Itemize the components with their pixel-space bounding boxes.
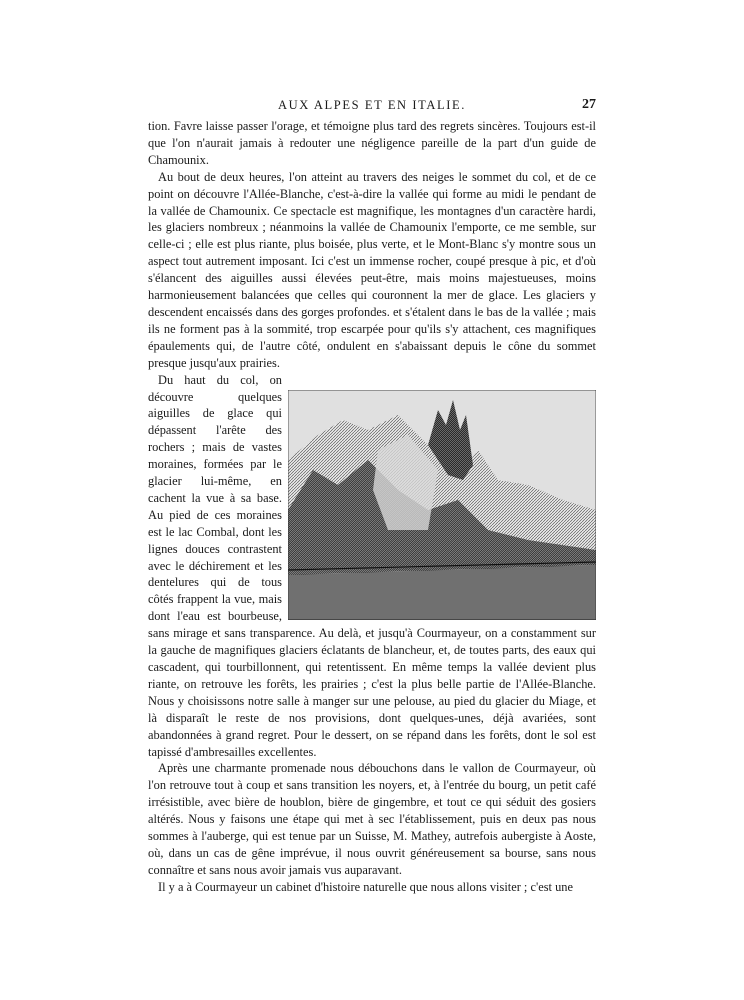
paragraph-3: Du haut du col, on découvre quelques aiguilles de glace qui dépassent l'arête des rochers ; mais de vastes moraines, formées par le glacier lui-même, en cachent la vue à sa base. Au pied de ces moraines est le lac Combal, dont les lignes douces contrastent avec le déchirement et les dentelures qui de tous côtés frappent la vue, mais dont l'eau est bourbeuse, sans mirage et sans transparence. Au delà, et jusqu'à Courmayeur, on a constamment sur la gauche de magnifiques glaciers éclatants de blancheur, et, de toutes parts, des eaux qui cascadent, qui tourbillonnent, qui retentissent. En même temps la vallée devient plus riante, on retrouve les forêts, les prairies ; c'est la plus belle partie de l'Allée-Blanche. Nous y choisissons notre salle à manger sur une pelouse, au pied du glacier du Miage, et là disparaît le reste de nos provisions, dont quelques-unes, déjà avariées, sont abandonnées à grand regret. Pour le dessert, on se répand dans les forêts, dont le sol est tapissé d'ambresailles excellentes. (148, 372, 596, 759)
body-text (148, 118, 596, 896)
paragraph-3-intro (148, 372, 596, 761)
engraving-illustration (288, 390, 596, 620)
figure-engraving (288, 390, 596, 620)
paragraph-5: Il y a à Courmayeur un cabinet d'histoire naturelle que nous allons visiter ; c'est une (158, 879, 573, 894)
book-page (148, 98, 596, 896)
page-header (148, 98, 596, 118)
paragraph-4: Après une charmante promenade nous débouchons dans le vallon de Courmayeur, où l'on retrouve tout à coup et sans transition les noyers, et, à l'entrée du bourg, un petit café irrésistible, avec bière de houblon, bière de gingembre, et tout ce qui séduit des gosiers altérés. Nous y faisons une étape qui met à sec l'établissement, puis en deux pas nous sommes à l'auberge, qui est tenue par un Suisse, M. Mathey, autrefois aubergiste à Aoste, où, dans un cas de gêne imprévue, il nous ouvrit généreusement sa bourse, sans nous connaître et sans nous avoir jamais vus auparavant. (148, 761, 596, 877)
paragraph-1: tion. Favre laisse passer l'orage, et témoigne plus tard des regrets sincères. Toujours est-il que l'on n'aurait jamais à redouter une négligence pareille de la part d'un guide de Chamounix. (148, 119, 596, 167)
paragraph-2: Au bout de deux heures, l'on atteint au travers des neiges le sommet du col, et de ce point on découvre l'Allée-Blanche, c'est-à-dire la vallée qui forme au midi le pendant de la vallée de Chamounix. Ce spectacle est magnifique, les montagnes d'un caractère hardi, les glaciers nombreux ; néanmoins la vallée de Chamounix l'emporte, ce me semble, sur celle-ci ; elle est plus riante, plus boisée, plus verte, et le Mont-Blanc s'y montre sous un aspect tout autrement imposant. Ici c'est un immense rocher, coupé presque à pic, et d'où s'élancent des aiguilles aussi élevées peut-être, mais moins majestueuses, moins harmonieusement balancées que celles qui couronnent la mer de glace. Les glaciers y descendent encaissés dans des gorges profondes. et s'étalent dans le bas de la vallée ; mais ils ne forment pas à la sommité, trop escarpée pour qu'ils s'y attachent, ces magnifiques épaulements qui, de l'autre côté, ondulent en s'abaissant depuis le cône du sommet presque jusqu'aux prairies. (148, 169, 596, 370)
page-number: 27 (582, 97, 596, 112)
running-title: AUX ALPES ET EN ITALIE. (278, 98, 466, 112)
